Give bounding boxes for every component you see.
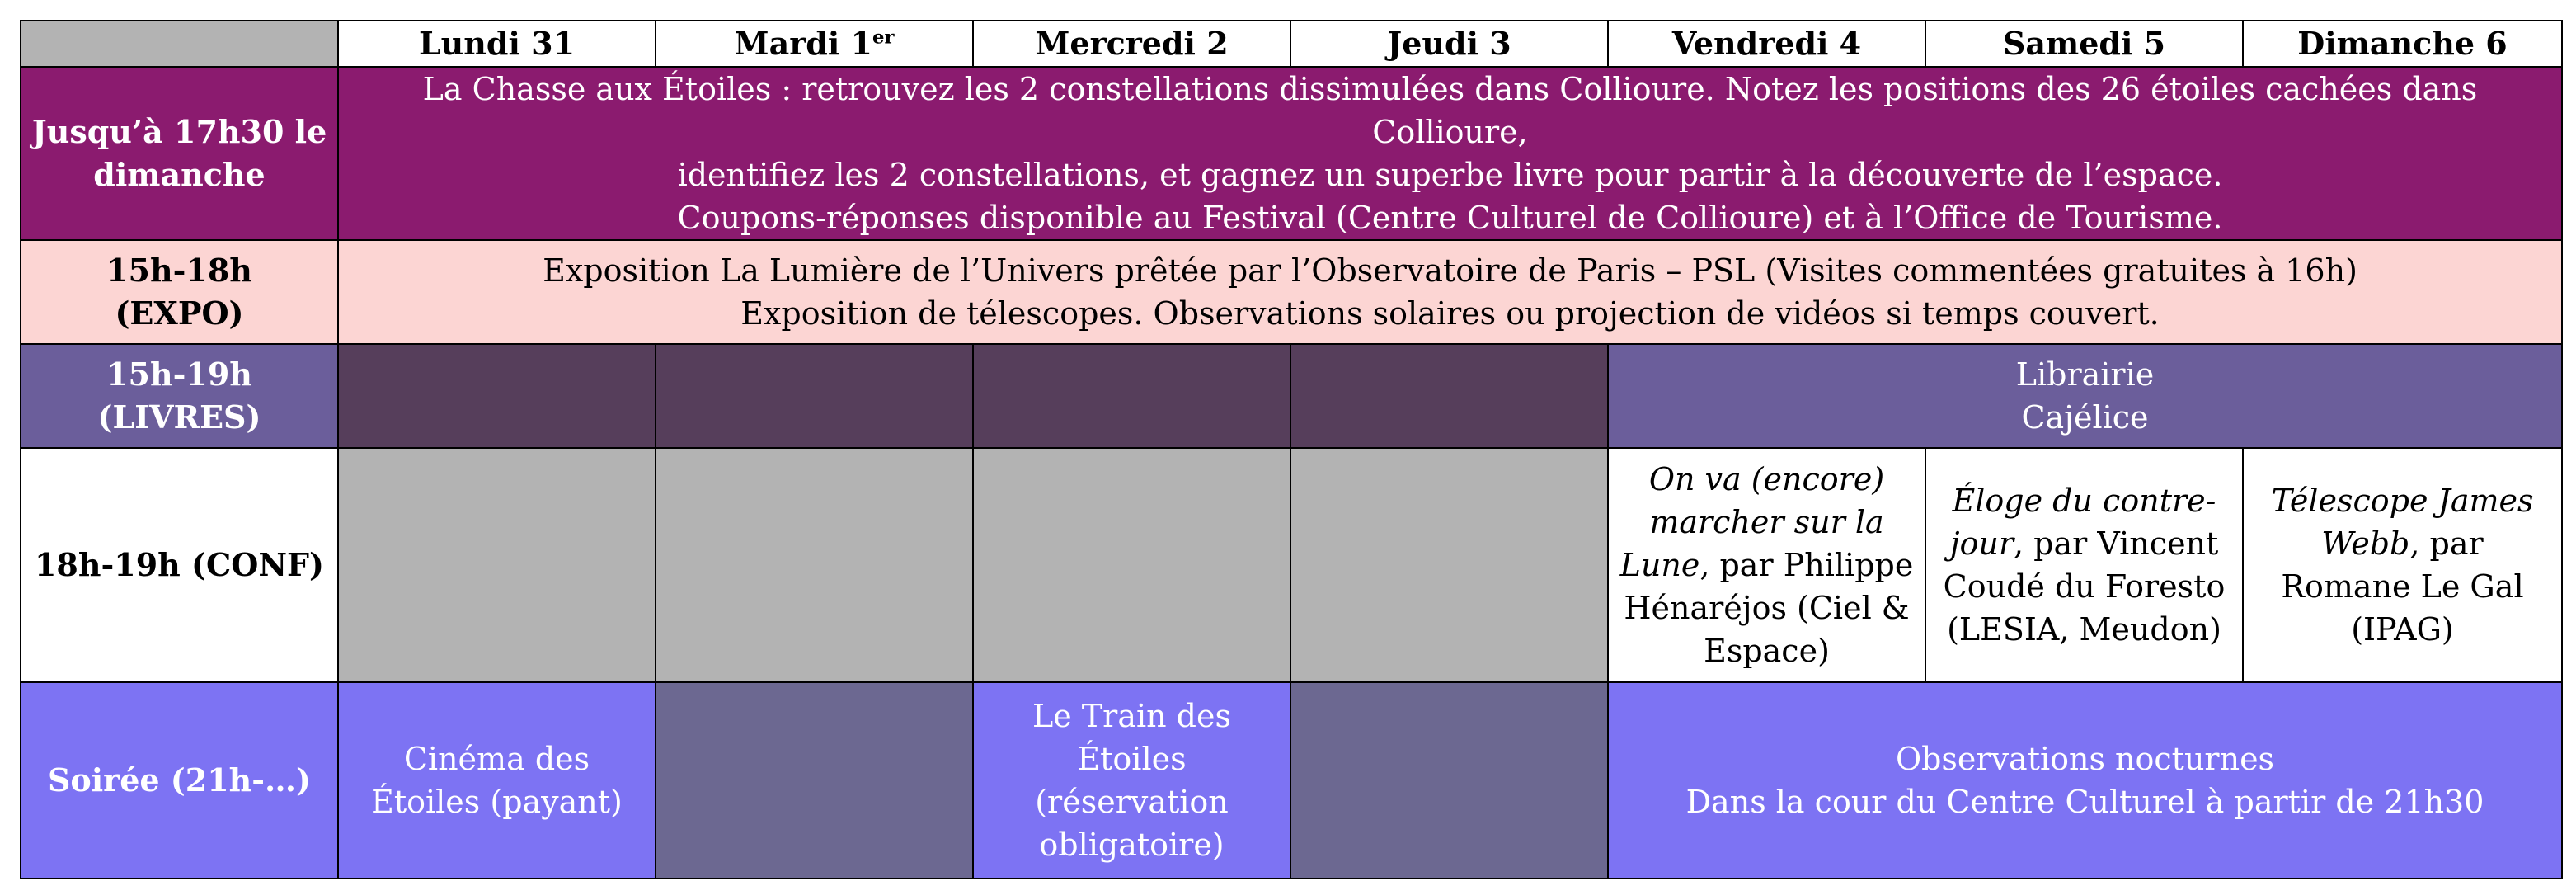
day-header-mercredi: Mercredi 2 [973,21,1290,67]
chasse-line-1: La Chasse aux Étoiles : retrouvez les 2 constellations dissimulées dans Collioure. Notez les positions des 26 étoiles cachées dans Collioure, [422,71,2478,150]
conf-dimanche [2243,448,2562,682]
livres-cell-mercredi [973,344,1290,448]
conf-cell-mardi [656,448,973,682]
row-label-livres [21,344,338,448]
day-header-lundi: Lundi 31 [338,21,656,67]
row-soiree [21,682,2562,879]
day-header-mardi-sup: er [872,26,895,49]
expo-description [338,240,2562,344]
day-header-vendredi: Vendredi 4 [1608,21,1925,67]
livres-time: 15h-19h [106,356,252,393]
expo-line-2: Exposition de télescopes. Observations solaires ou projection de vidéos si temps couvert. [740,295,2160,332]
row-expo [21,240,2562,344]
row-livres [21,344,2562,448]
chasse-line-2: identifiez les 2 constellations, et gagnez un superbe livre pour partir à la découverte de l’espace. [677,157,2223,193]
conf-cell-mercredi [973,448,1290,682]
conf-vendredi [1608,448,1925,682]
row-label-expo [21,240,338,344]
expo-tag: (EXPO) [115,294,244,332]
conf-dimanche-title: Télescope James Webb [2271,483,2534,562]
row-conf [21,448,2562,682]
livres-tag: (LIVRES) [97,398,261,436]
conf-dimanche-speaker: , par Romane Le Gal (IPAG) [2281,525,2524,648]
soiree-cell-jeudi [1290,682,1608,879]
soiree-observations [1608,682,2562,879]
day-header-jeudi: Jeudi 3 [1290,21,1608,67]
conf-vendredi-title: On va (encore) marcher sur la Lune [1619,461,1885,583]
day-header-samedi: Samedi 5 [1925,21,2243,67]
conf-samedi-speaker: , par Vincent Coudé du Foresto (LESIA, Meudon) [1943,525,2226,648]
header-row [21,21,2562,67]
day-header-mardi-label: Mardi 1 [734,25,872,62]
corner-cell [21,21,338,67]
conf-cell-lundi [338,448,656,682]
librairie-name: Cajélice [2021,399,2149,436]
row-label-chasse: Jusqu’à 17h30 le dimanche [21,67,338,240]
row-label-soiree: Soirée (21h-…) [21,682,338,879]
conf-samedi [1925,448,2243,682]
row-chasse [21,67,2562,240]
conf-samedi-title: Éloge du contre-jour [1949,483,2216,562]
soiree-cell-mardi [656,682,973,879]
livres-cell-mardi [656,344,973,448]
chasse-line-3: Coupons-réponses disponible au Festival (Centre Culturel de Collioure) et à l’Office de Tourisme. [677,200,2223,236]
observations-detail: Dans la cour du Centre Culturel à partir de 21h30 [1685,784,2484,820]
librairie-label: Librairie [2015,356,2155,393]
festival-schedule-table [20,20,2563,879]
conf-vendredi-speaker: , par Philippe Hénaréjos (Ciel & Espace) [1624,547,1914,669]
observations-title: Observations nocturnes [1895,741,2275,777]
soiree-mercredi-train: Le Train des Étoiles (réservation obligatoire) [973,682,1290,879]
chasse-description [338,67,2562,240]
soiree-lundi-cinema: Cinéma des Étoiles (payant) [338,682,656,879]
expo-line-1: Exposition La Lumière de l’Univers prêtée par l’Observatoire de Paris – PSL (Visites commentées gratuites à 16h) [543,252,2357,289]
day-header-dimanche: Dimanche 6 [2243,21,2562,67]
livres-cell-jeudi [1290,344,1608,448]
day-header-mardi [656,21,973,67]
expo-time: 15h-18h [106,252,252,289]
conf-cell-jeudi [1290,448,1608,682]
librairie-cajelice [1608,344,2562,448]
livres-cell-lundi [338,344,656,448]
row-label-conf: 18h-19h (CONF) [21,448,338,682]
